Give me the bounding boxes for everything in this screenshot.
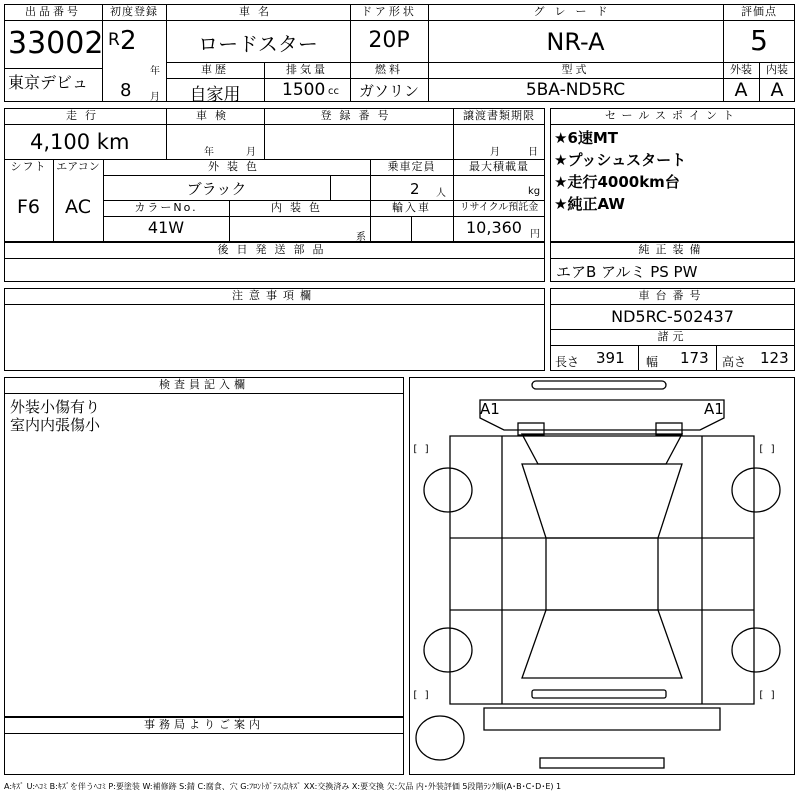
width-value: 173 <box>680 349 709 367</box>
interior-color-header: 内装色 <box>271 201 328 214</box>
capacity-unit: 人 <box>436 188 446 199</box>
roof <box>546 538 658 610</box>
venue-name: 東京デビュ <box>8 73 89 92</box>
first-reg-month-unit: 月 <box>150 92 160 103</box>
height-label: 高さ <box>722 355 747 369</box>
model-header: 型式 <box>561 63 590 76</box>
bracket-mark: [ ] <box>412 444 431 455</box>
first-reg-month: 8 <box>120 80 132 101</box>
max-load-unit: kg <box>528 186 541 197</box>
inspection-header: 車検 <box>196 109 234 122</box>
later-parts-header: 後日発送部品 <box>217 243 332 256</box>
rear-left-wheel <box>424 628 472 672</box>
exterior-score-header: 外装 <box>730 63 752 76</box>
length-label: 長さ <box>555 355 580 369</box>
front-grille <box>518 423 544 435</box>
interior-score-value: A <box>770 79 784 101</box>
transfer-header: 譲渡書類期限 <box>463 109 535 122</box>
front-bumper <box>532 381 666 389</box>
front-grille <box>656 423 682 435</box>
first-reg-year-unit: 年 <box>150 66 160 77</box>
genuine-equipment-value: エアB アルミ PS PW <box>556 263 698 281</box>
model-value: 5BA-ND5RC <box>525 80 626 100</box>
first-reg-header: 初度登録 <box>110 5 158 18</box>
inspector-line: 外装小傷有り <box>10 398 101 416</box>
office-header: 事務局よりご案内 <box>144 718 264 731</box>
length-value: 391 <box>596 349 625 367</box>
hood-outline <box>480 400 724 430</box>
lot-header: 出品番号 <box>25 5 81 18</box>
sales-point-item: ★走行4000km台 <box>554 173 680 191</box>
damage-mark-front-right: A1 <box>704 400 724 418</box>
color-no-value: 41W <box>147 218 185 237</box>
windshield <box>522 434 682 464</box>
car-name-header: 車名 <box>239 5 277 18</box>
door-value: 20P <box>368 28 410 53</box>
sales-point-item: ★6速MT <box>554 129 619 147</box>
mileage-value: 4,100 km <box>30 130 130 154</box>
height-value: 123 <box>760 349 789 367</box>
rear-plate <box>540 758 664 768</box>
damage-mark-front-left: A1 <box>480 400 500 418</box>
rear-window <box>522 610 682 678</box>
transfer-month-unit: 月 <box>490 147 500 158</box>
exterior-color-value: ブラック <box>186 180 247 198</box>
car-name-value: ロードスター <box>198 32 318 56</box>
recycle-header: リサイクル預託金 <box>459 202 539 213</box>
sales-point-item: ★純正AW <box>554 195 625 213</box>
rear-right-wheel <box>732 628 780 672</box>
import-header: 輸入車 <box>392 201 431 214</box>
displacement-unit: cc <box>328 86 339 97</box>
history-value: 自家用 <box>189 85 241 105</box>
transfer-day-unit: 日 <box>528 147 538 158</box>
score-header: 評価点 <box>741 5 777 18</box>
exterior-color-header: 外装色 <box>208 160 265 173</box>
bracket-mark: [ ] <box>412 690 431 701</box>
legend-footer: A:ｷｽﾞ U:ﾍｺﾐ B:ｷｽﾞを伴うﾍｺﾐ P:要塗装 W:補修跡 S:錆 C:腐食、穴 G:ﾌﾛﾝﾄｶﾞﾗｽ点ｷｽﾞ XX:交換済み X:要交換 欠:欠品 内･外装評価 5段階ﾗﾝｸ順(A･B･C･D･E) 1 <box>4 782 562 791</box>
chassis-value: ND5RC-502437 <box>611 307 734 326</box>
bracket-mark: [ ] <box>758 690 777 701</box>
trunk <box>484 708 720 730</box>
shift-header: シフト <box>10 160 47 173</box>
history-header: 車歴 <box>201 63 229 76</box>
lot-number: 33002 <box>8 26 104 61</box>
grade-header: グレード <box>533 5 618 18</box>
mileage-header: 走行 <box>66 109 104 122</box>
cabin <box>522 464 682 538</box>
displacement-value: 1500 <box>282 80 326 100</box>
fuel-header: 燃料 <box>375 63 403 76</box>
aircon-value: AC <box>65 196 91 218</box>
displacement-header: 排気量 <box>286 63 328 76</box>
interior-score-header: 内装 <box>766 63 788 76</box>
front-right-wheel <box>732 468 780 512</box>
fuel-value: ガソリン <box>358 82 419 100</box>
body-outline <box>450 436 754 704</box>
recycle-unit: 円 <box>530 229 540 240</box>
first-reg-era: R <box>108 30 120 50</box>
capacity-value: 2 <box>410 180 420 198</box>
exterior-score-value: A <box>734 79 748 101</box>
sales-point-item: ★プッシュスタート <box>554 151 687 169</box>
shift-value: F6 <box>16 196 41 218</box>
inspection-month-unit: 月 <box>246 147 256 158</box>
recycle-value: 10,360 <box>466 218 522 237</box>
grade-value: NR-A <box>546 28 605 56</box>
notes-header: 注意事項欄 <box>232 289 317 302</box>
front-left-wheel <box>424 468 472 512</box>
car-outline-svg <box>410 378 794 774</box>
score-value: 5 <box>750 24 768 57</box>
inspection-year-unit: 年 <box>204 147 214 158</box>
first-reg-year: 2 <box>120 26 137 56</box>
car-diagram <box>409 377 795 775</box>
rear-bumper <box>532 690 666 698</box>
bracket-mark: [ ] <box>758 444 777 455</box>
capacity-header: 乗車定員 <box>387 160 436 173</box>
max-load-header: 最大積載量 <box>469 160 529 173</box>
reg-number-header: 登録番号 <box>320 109 397 122</box>
aircon-header: エアコン <box>56 160 100 173</box>
sales-points-header: セールスポイント <box>604 109 740 122</box>
color-no-header: カラーNo. <box>134 201 198 214</box>
interior-color-unit: 系 <box>356 232 366 243</box>
door-header: ドア形状 <box>361 5 417 18</box>
dimensions-header: 諸元 <box>657 330 688 343</box>
width-label: 幅 <box>646 355 659 369</box>
inspector-header: 検査員記入欄 <box>159 378 249 391</box>
spare-tire <box>416 716 464 760</box>
inspector-line: 室内内張傷小 <box>10 416 101 434</box>
genuine-equipment-header: 純正装備 <box>638 243 707 256</box>
chassis-header: 車台番号 <box>638 289 707 302</box>
